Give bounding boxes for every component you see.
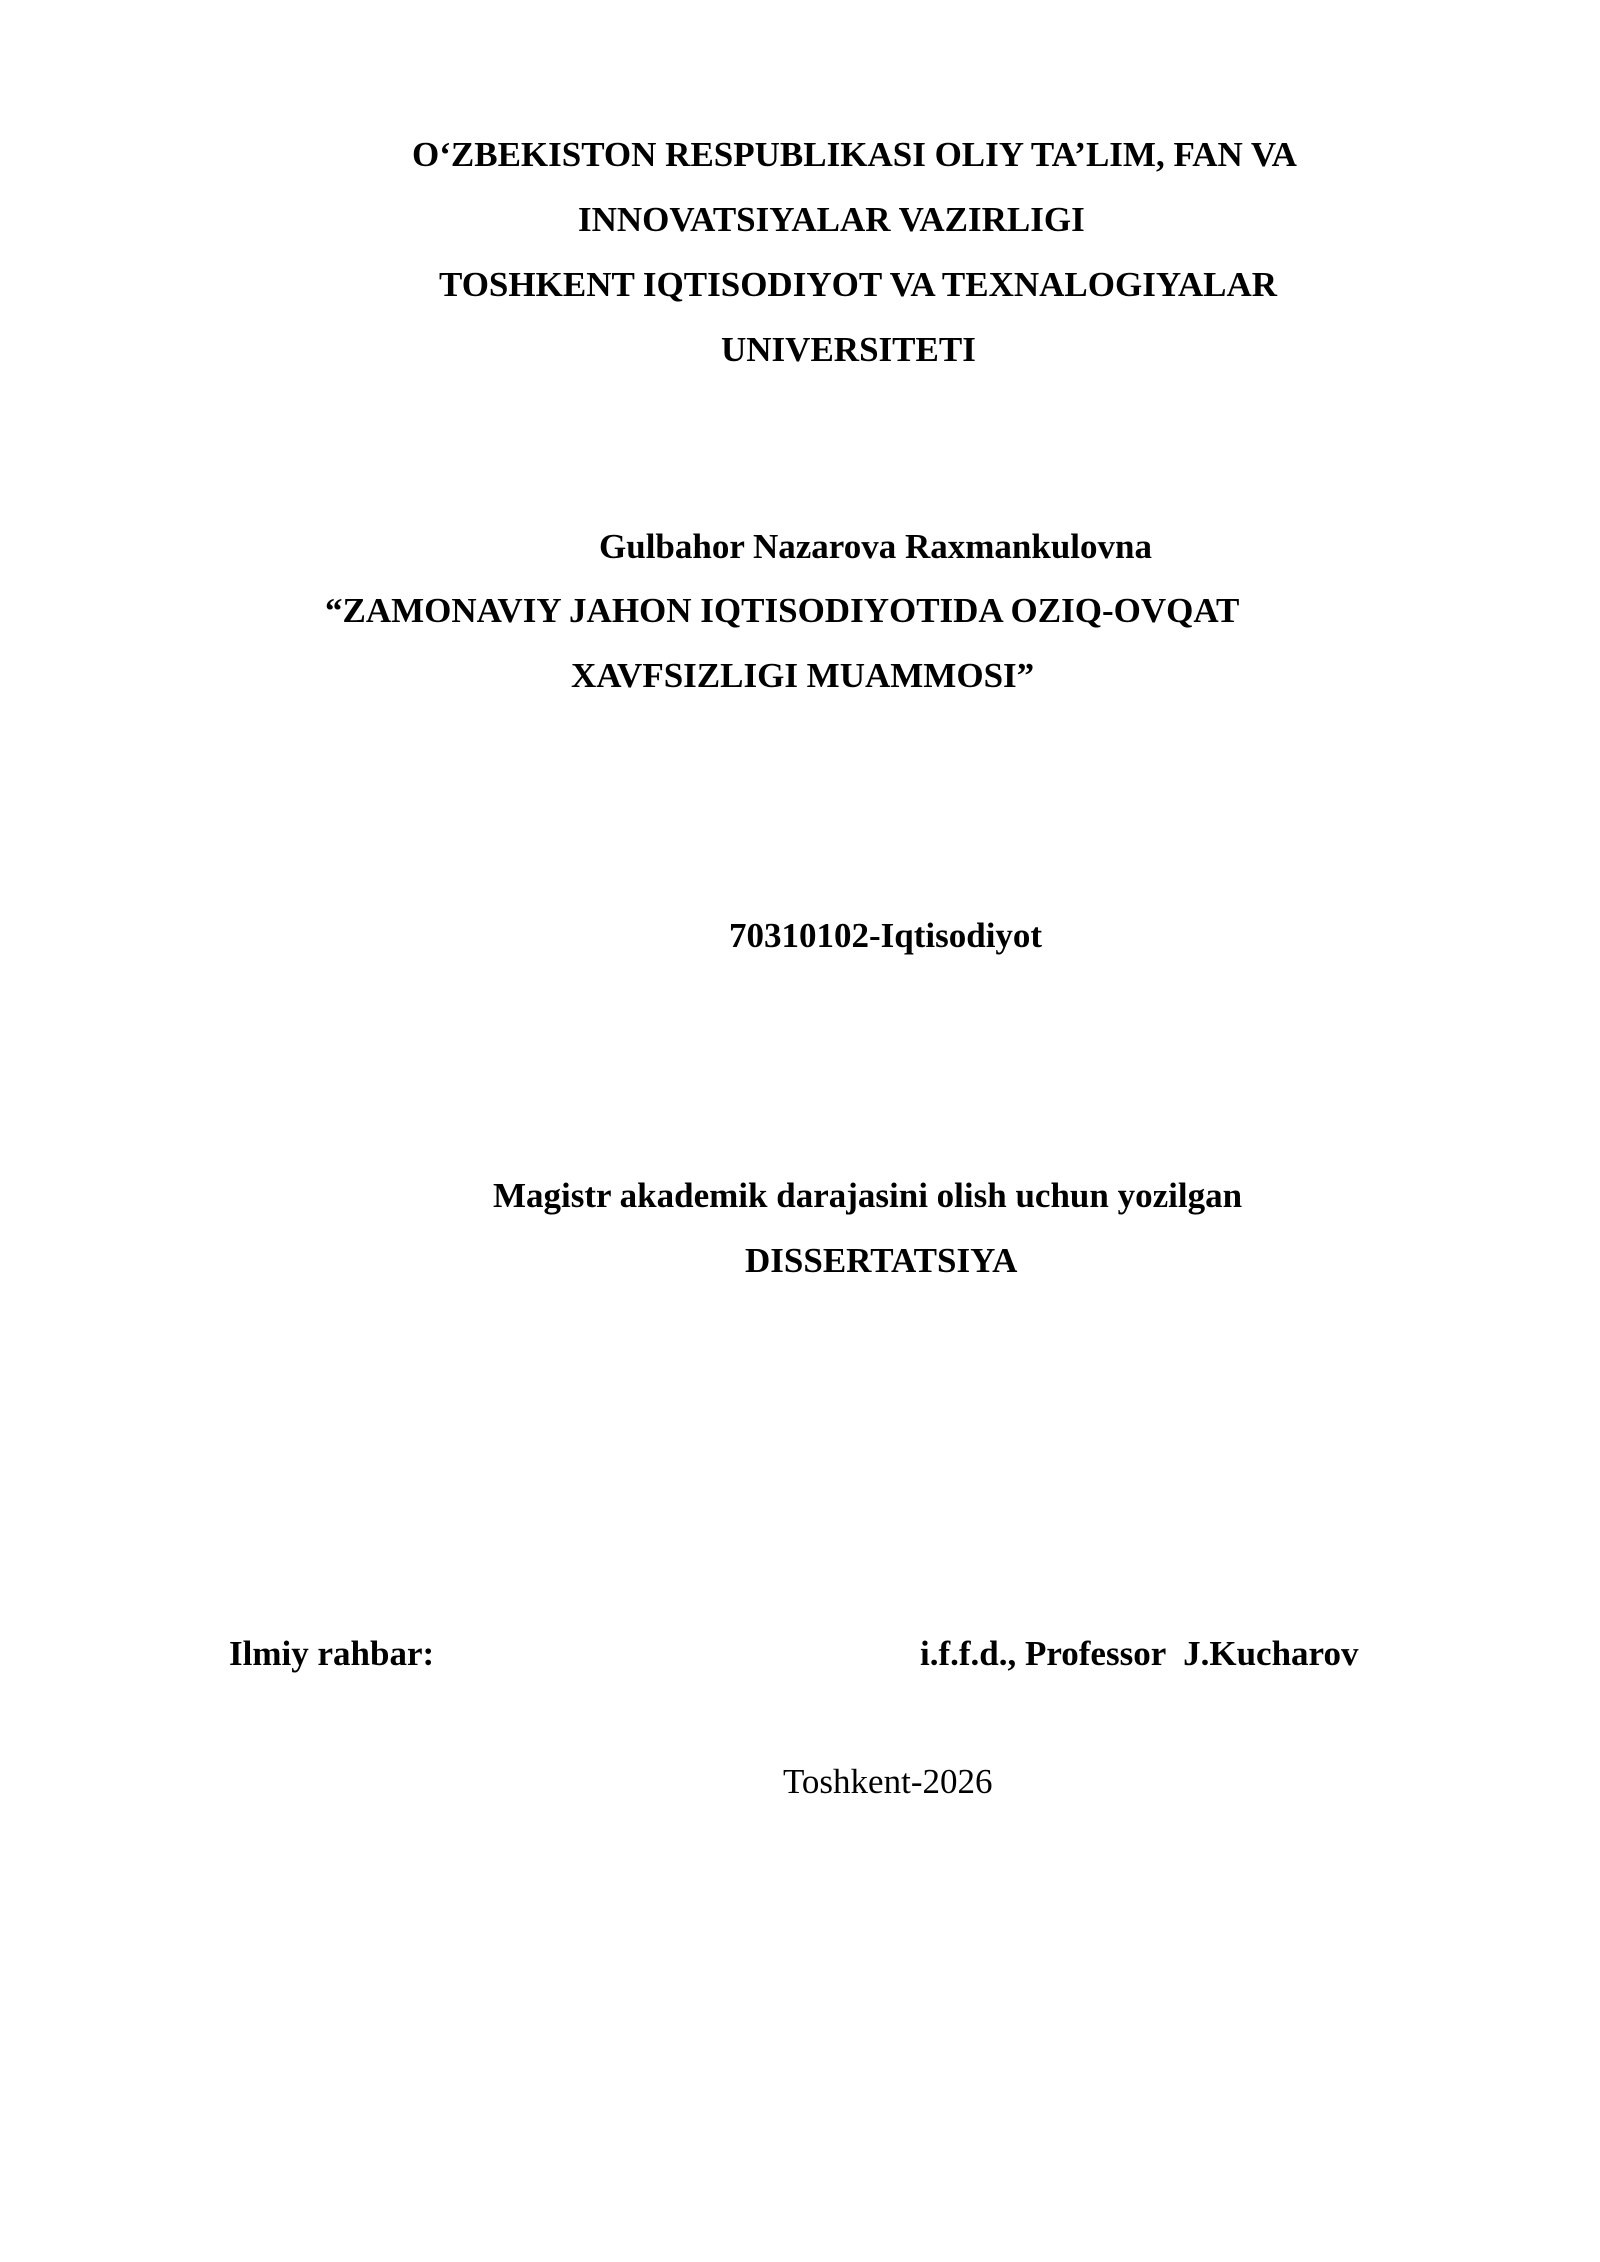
place-and-year: Toshkent-2026 — [783, 1762, 993, 1801]
supervisor-label: Ilmiy rahbar: — [229, 1634, 435, 1673]
author-name: Gulbahor Nazarova Raxmankulovna — [599, 527, 1152, 566]
supervisor-name: i.f.f.d., Professor J.Kucharov — [920, 1634, 1359, 1673]
university-line-2: UNIVERSITETI — [721, 330, 976, 369]
university-line-1: TOSHKENT IQTISODIYOT VA TEXNALOGIYALAR — [439, 265, 1278, 304]
ministry-line-2: INNOVATSIYALAR VAZIRLIGI — [578, 200, 1085, 239]
document-type: DISSERTATSIYA — [745, 1241, 1018, 1280]
specialty-code: 70310102-Iqtisodiyot — [729, 916, 1043, 955]
ministry-line-1: O‘ZBEKISTON RESPUBLIKASI OLIY TA’LIM, FAN VA — [412, 135, 1297, 174]
thesis-title-line-1: “ZAMONAVIY JAHON IQTISODIYOTIDA OZIQ-OVQAT — [325, 591, 1240, 630]
degree-line-1: Magistr akademik darajasini olish uchun yozilgan — [493, 1176, 1243, 1215]
thesis-title-line-2: XAVFSIZLIGI MUAMMOSI” — [571, 656, 1035, 695]
